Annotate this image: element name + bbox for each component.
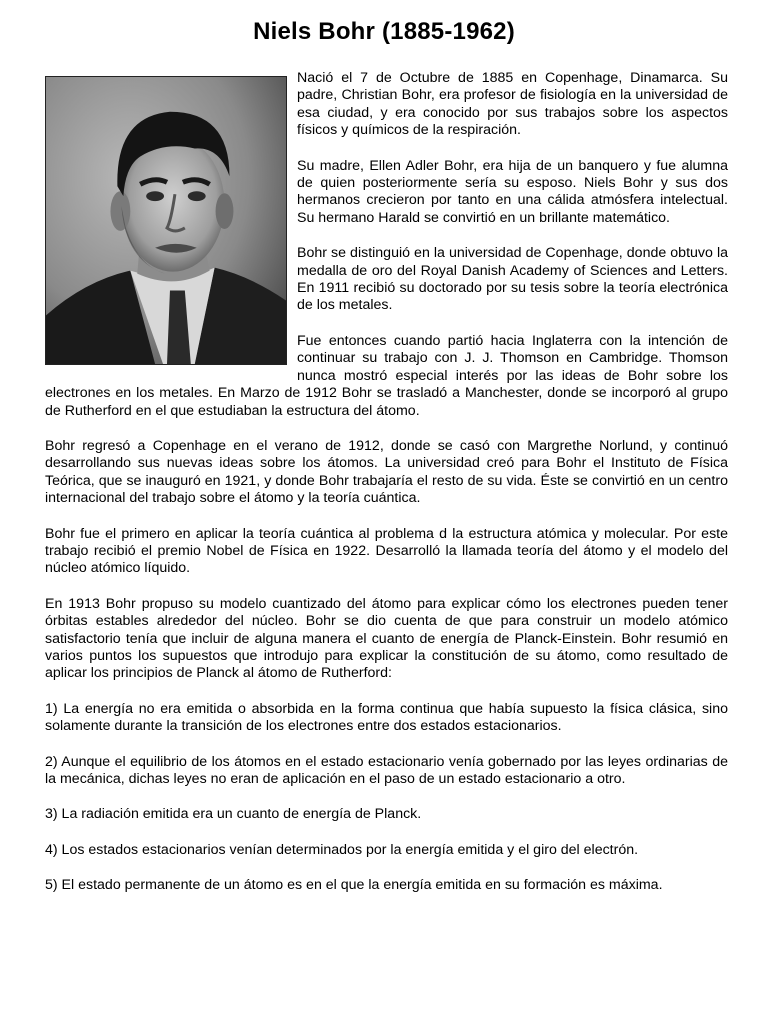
article-body	[45, 70, 728, 913]
list-item: 2) Aunque el equilibrio de los átomos en el estado estacionario venía gobernado por las leyes ordinarias de la mecánica, dichas leyes no eran de aplicación en el paso de un estado estacionario a otro.	[45, 753, 728, 787]
list-item: 5) El estado permanente de un átomo es en el que la energía emitida en su formación es máxima.	[45, 877, 663, 894]
paragraph: Bohr fue el primero en aplicar la teoría cuántica al problema d la estructura atómica y molecular. Por este trabajo recibió el premio Nobel de Física en 1922. Desarrolló la llamada teoría del átomo y el modelo del núcleo atómico líquido.	[45, 525, 728, 577]
list-item: 1) La energía no era emitida o absorbida en la forma continua que había supuesto la física clásica, sino solamente durante la transición de los electrones entre dos estados estacionarios.	[45, 700, 728, 735]
paragraph: Fue entonces cuando partió hacia Inglaterra con la intención de continuar su trabajo con J. J. Thomson en Cambridge. Thomson nunca mostró especial interés por las ideas de Bohr sobre los electrones en los metales. En Marzo de 1912 Bohr se trasladó a Manchester, donde se incorporó al grupo de Rutherford en el que estudiaban la estructura del átomo.	[45, 332, 728, 419]
paragraph: Bohr se distinguió en la universidad de Copenhage, donde obtuvo la medalla de oro del Royal Danish Academy of Sciences and Letters. En 1911 recibió su doctorado por su tesis sobre la teoría electrónica de los metales.	[297, 245, 728, 314]
list-item: 3) La radiación emitida era un cuanto de energía de Planck.	[45, 806, 422, 823]
paragraph: Bohr regresó a Copenhage en el verano de 1912, donde se casó con Margrethe Norlund, y continuó desarrollando sus nuevas ideas sobre los átomos. La universidad creó para Bohr el Instituto de Física Teórica, que se inauguró en 1921, y donde Bohr trabajaría el resto de su vida. Éste se convirtió en un centro internacional del trabajo sobre el átomo y la teoría cuántica.	[45, 437, 728, 507]
portrait-photo	[45, 76, 287, 365]
list-item: 4) Los estados estacionarios venían determinados por la energía emitida y el giro del electrón.	[45, 841, 639, 858]
paragraph: Su madre, Ellen Adler Bohr, era hija de un banquero y fue alumna de quien posteriormente sería su esposo. Niels Bohr y sus dos hermanos crecieron por tanto en una cálida atmósfera intelectual. Su hermano Harald se convirtió en un brillante matemático.	[297, 157, 728, 226]
paragraph: Nació el 7 de Octubre de 1885 en Copenhage, Dinamarca. Su padre, Christian Bohr, era profesor de fisiología en la universidad de esa ciudad, y era conocido por sus trabajos sobre los aspectos físicos y químicos de la respiración.	[297, 70, 728, 139]
portrait-photo-icon	[46, 77, 286, 364]
paragraph: En 1913 Bohr propuso su modelo cuantizado del átomo para explicar cómo los electrones pueden tener órbitas estables alrededor del núcleo. Bohr se dio cuenta de que para construir un modelo atómico satisfactorio tenía que incluir de alguna manera el cuanto de energía de Planck-Einstein. Bohr resumió en varios puntos los supuestos que introdujo para explicar la constitución de su átomo, como resultado de aplicar los principios de Planck al átomo de Rutherford:	[45, 595, 728, 682]
page-title: Niels Bohr (1885-1962)	[253, 18, 515, 45]
